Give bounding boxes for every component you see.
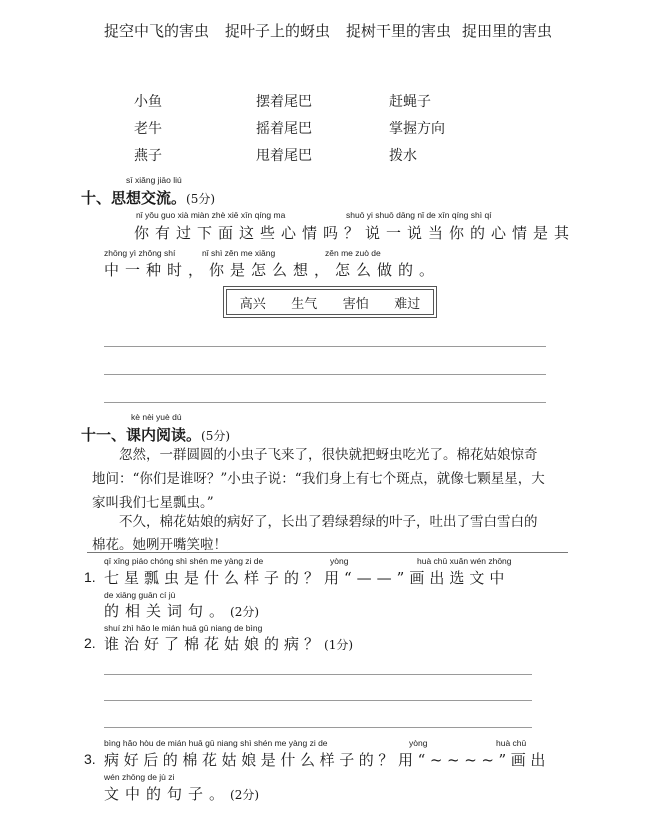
q1-pinyin-c: huà chū xuǎn wén zhōng bbox=[417, 556, 512, 566]
answer-line-3[interactable] bbox=[104, 402, 546, 403]
q2-answer-line-1[interactable] bbox=[104, 674, 532, 675]
q2-score: (1分) bbox=[324, 638, 354, 652]
section-10-score: (5分) bbox=[186, 192, 216, 206]
q3-pinyin-b: yòng bbox=[409, 738, 428, 748]
match-col1-1: 小鱼 bbox=[134, 94, 162, 110]
mood-scared: 害怕 bbox=[342, 296, 369, 312]
passage-1-line-3: 家叫我们七星瓢虫。” bbox=[92, 495, 214, 511]
q1-line-1: 七星瓢虫是什么样子的？用“——”画出选文中 bbox=[104, 569, 510, 587]
mood-box bbox=[226, 289, 434, 315]
s10-line2-pinyin-a: zhōng yì zhǒng shí bbox=[104, 248, 176, 258]
q1-line-2-text: 的相关词句。 bbox=[104, 602, 231, 620]
q2-text bbox=[104, 633, 353, 654]
mood-sad: 难过 bbox=[394, 296, 421, 312]
s10-line1-pinyin-a: nǐ yǒu guo xià miàn zhè xiē xīn qíng ma bbox=[136, 210, 286, 220]
q2-text-body: 谁治好了棉花姑娘的病？ bbox=[104, 635, 325, 653]
q1-line-2 bbox=[104, 600, 259, 621]
s10-line2-pinyin-b: nǐ shì zěn me xiǎng bbox=[202, 248, 276, 258]
mood-angry: 生气 bbox=[291, 296, 318, 312]
q3-score: (2分) bbox=[230, 788, 260, 802]
passage-1-line-2: 地问：“你们是谁呀？”小虫子说：“我们身上有七个斑点，就像七颗星星，大 bbox=[92, 471, 545, 487]
section-11-title bbox=[81, 424, 230, 445]
section-11-title-text: 十一、课内阅读。 bbox=[81, 426, 202, 444]
option-4: 捉田里的害虫 bbox=[462, 22, 553, 40]
passage-2-line-2: 棉花。她咧开嘴笑啦！ bbox=[92, 537, 227, 553]
option-3: 捉树干里的害虫 bbox=[346, 22, 452, 40]
q1-pinyin-b: yòng bbox=[330, 556, 349, 566]
option-1: 捉空中飞的害虫 bbox=[104, 22, 210, 40]
q2-number: 2. bbox=[84, 635, 96, 651]
q3-pinyin-c: huà chū bbox=[496, 738, 527, 748]
answer-line-1[interactable] bbox=[104, 346, 546, 347]
q3-pinyin-a: bìng hǎo hòu de mián huā gū niang shì shén me yàng zi de bbox=[104, 738, 328, 748]
q3-line-1: 病好后的棉花姑娘是什么样子的？用“~~~~”画出 bbox=[104, 751, 551, 769]
q2-pinyin: shuí zhì hǎo le mián huā gū niang de bìng bbox=[104, 623, 263, 633]
match-col3-1: 赶蝇子 bbox=[389, 94, 431, 110]
s10-line2-pinyin-c: zěn me zuò de bbox=[325, 248, 381, 258]
q3-line-2 bbox=[104, 783, 259, 804]
passage-2-line-1: 不久，棉花姑娘的病好了，长出了碧绿碧绿的叶子，吐出了雪白雪白的 bbox=[119, 514, 538, 530]
match-col1-2: 老牛 bbox=[134, 121, 162, 137]
q1-pinyin-d: de xiāng guān cí jù bbox=[104, 590, 176, 600]
section-11-title-pinyin: kè nèi yuè dú bbox=[131, 412, 182, 422]
s10-line2-text: 中一种时，你是怎么想，怎么做的。 bbox=[104, 261, 441, 279]
match-col2-2: 摇着尾巴 bbox=[256, 121, 312, 137]
match-col3-3: 拨水 bbox=[389, 148, 417, 164]
q3-line-2-text: 文中的句子。 bbox=[104, 785, 231, 803]
q1-number: 1. bbox=[84, 569, 96, 585]
passage-divider bbox=[87, 552, 568, 553]
q1-score: (2分) bbox=[230, 605, 260, 619]
s10-line1-text: 你有过下面这些心情吗？说一说当你的心情是其 bbox=[134, 224, 576, 242]
section-10-title bbox=[81, 187, 215, 208]
section-10-title-pinyin: sī xiǎng jiāo liú bbox=[126, 175, 182, 185]
q3-number: 3. bbox=[84, 751, 96, 767]
q1-pinyin-a: qī xīng piáo chóng shì shén me yàng zi de bbox=[104, 556, 264, 566]
q2-answer-line-3[interactable] bbox=[104, 727, 532, 728]
match-col1-3: 燕子 bbox=[134, 148, 162, 164]
option-2: 捉叶子上的蚜虫 bbox=[225, 22, 331, 40]
match-col2-3: 甩着尾巴 bbox=[256, 148, 312, 164]
match-col3-2: 掌握方向 bbox=[389, 121, 445, 137]
passage-1-line-1: 忽然，一群圆圆的小虫子飞来了，很快就把蚜虫吃光了。棉花姑娘惊奇 bbox=[119, 447, 538, 463]
q2-answer-line-2[interactable] bbox=[104, 700, 532, 701]
section-10-title-text: 十、思想交流。 bbox=[81, 189, 187, 207]
mood-happy: 高兴 bbox=[239, 296, 266, 312]
match-col2-1: 摆着尾巴 bbox=[256, 94, 312, 110]
answer-line-2[interactable] bbox=[104, 374, 546, 375]
q3-pinyin-d: wén zhōng de jù zi bbox=[104, 772, 175, 782]
s10-line1-pinyin-b: shuō yi shuō dāng nǐ de xīn qíng shì qí bbox=[346, 210, 492, 220]
section-11-score: (5分) bbox=[201, 429, 231, 443]
